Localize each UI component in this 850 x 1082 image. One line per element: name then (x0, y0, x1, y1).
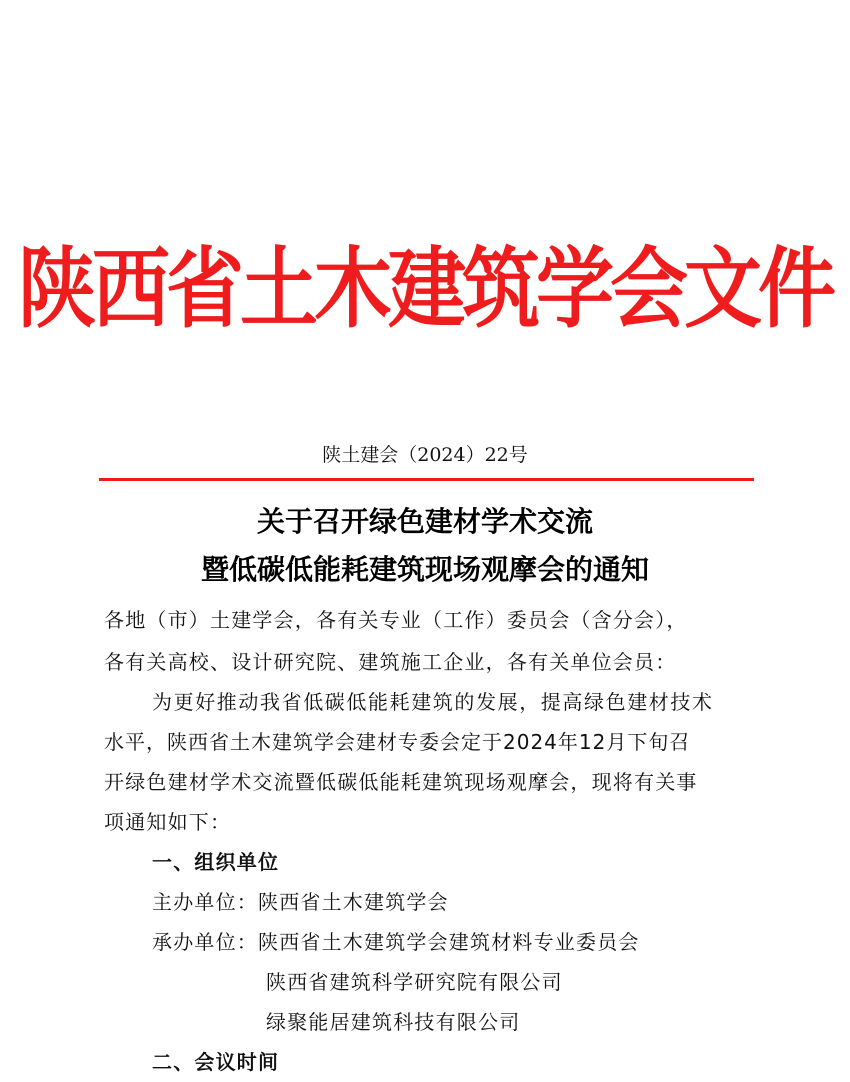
host-label: 主办单位： (152, 890, 258, 914)
organizer-label: 承办单位： (152, 930, 258, 954)
salutation-line-1: 各地（市）土建学会，各有关专业（工作）委员会（含分会）， (104, 608, 688, 632)
organizer-name: 陕西省土木建筑学会建筑材料专业委员会 (258, 930, 640, 954)
host-name: 陕西省土木建筑学会 (258, 890, 449, 914)
section-1-heading: 一、组织单位 (152, 850, 280, 874)
document-number: 陕土建会（2024）22号 (322, 444, 528, 466)
host-row (152, 886, 449, 918)
document-masthead: 陕西省土木建筑学会文件 (17, 239, 832, 341)
red-divider (99, 478, 754, 481)
organizer-name: 陕西省建筑科学研究院有限公司 (266, 970, 563, 994)
intro-line-4: 项通知如下： (104, 810, 232, 834)
notice-title-line-2: 暨低碳低能耗建筑现场观摩会的通知 (200, 553, 649, 586)
organizer-name: 绿聚能居建筑科技有限公司 (266, 1010, 521, 1034)
intro-line-2: 水平，陕西省土木建筑学会建材专委会定于2024年12月下旬召 (104, 730, 691, 754)
notice-title-line-1: 关于召开绿色建材学术交流 (256, 505, 593, 538)
intro-line-3: 开绿色建材学术交流暨低碳低能耗建筑现场观摩会，现将有关事 (104, 770, 698, 794)
salutation-line-2: 各有关高校、设计研究院、建筑施工企业，各有关单位会员： (104, 650, 677, 674)
organizer-row (152, 926, 640, 958)
intro-line-1: 为更好推动我省低碳低能耗建筑的发展，提高绿色建材技术 (152, 690, 714, 714)
section-2-heading: 二、会议时间 (152, 1050, 280, 1074)
